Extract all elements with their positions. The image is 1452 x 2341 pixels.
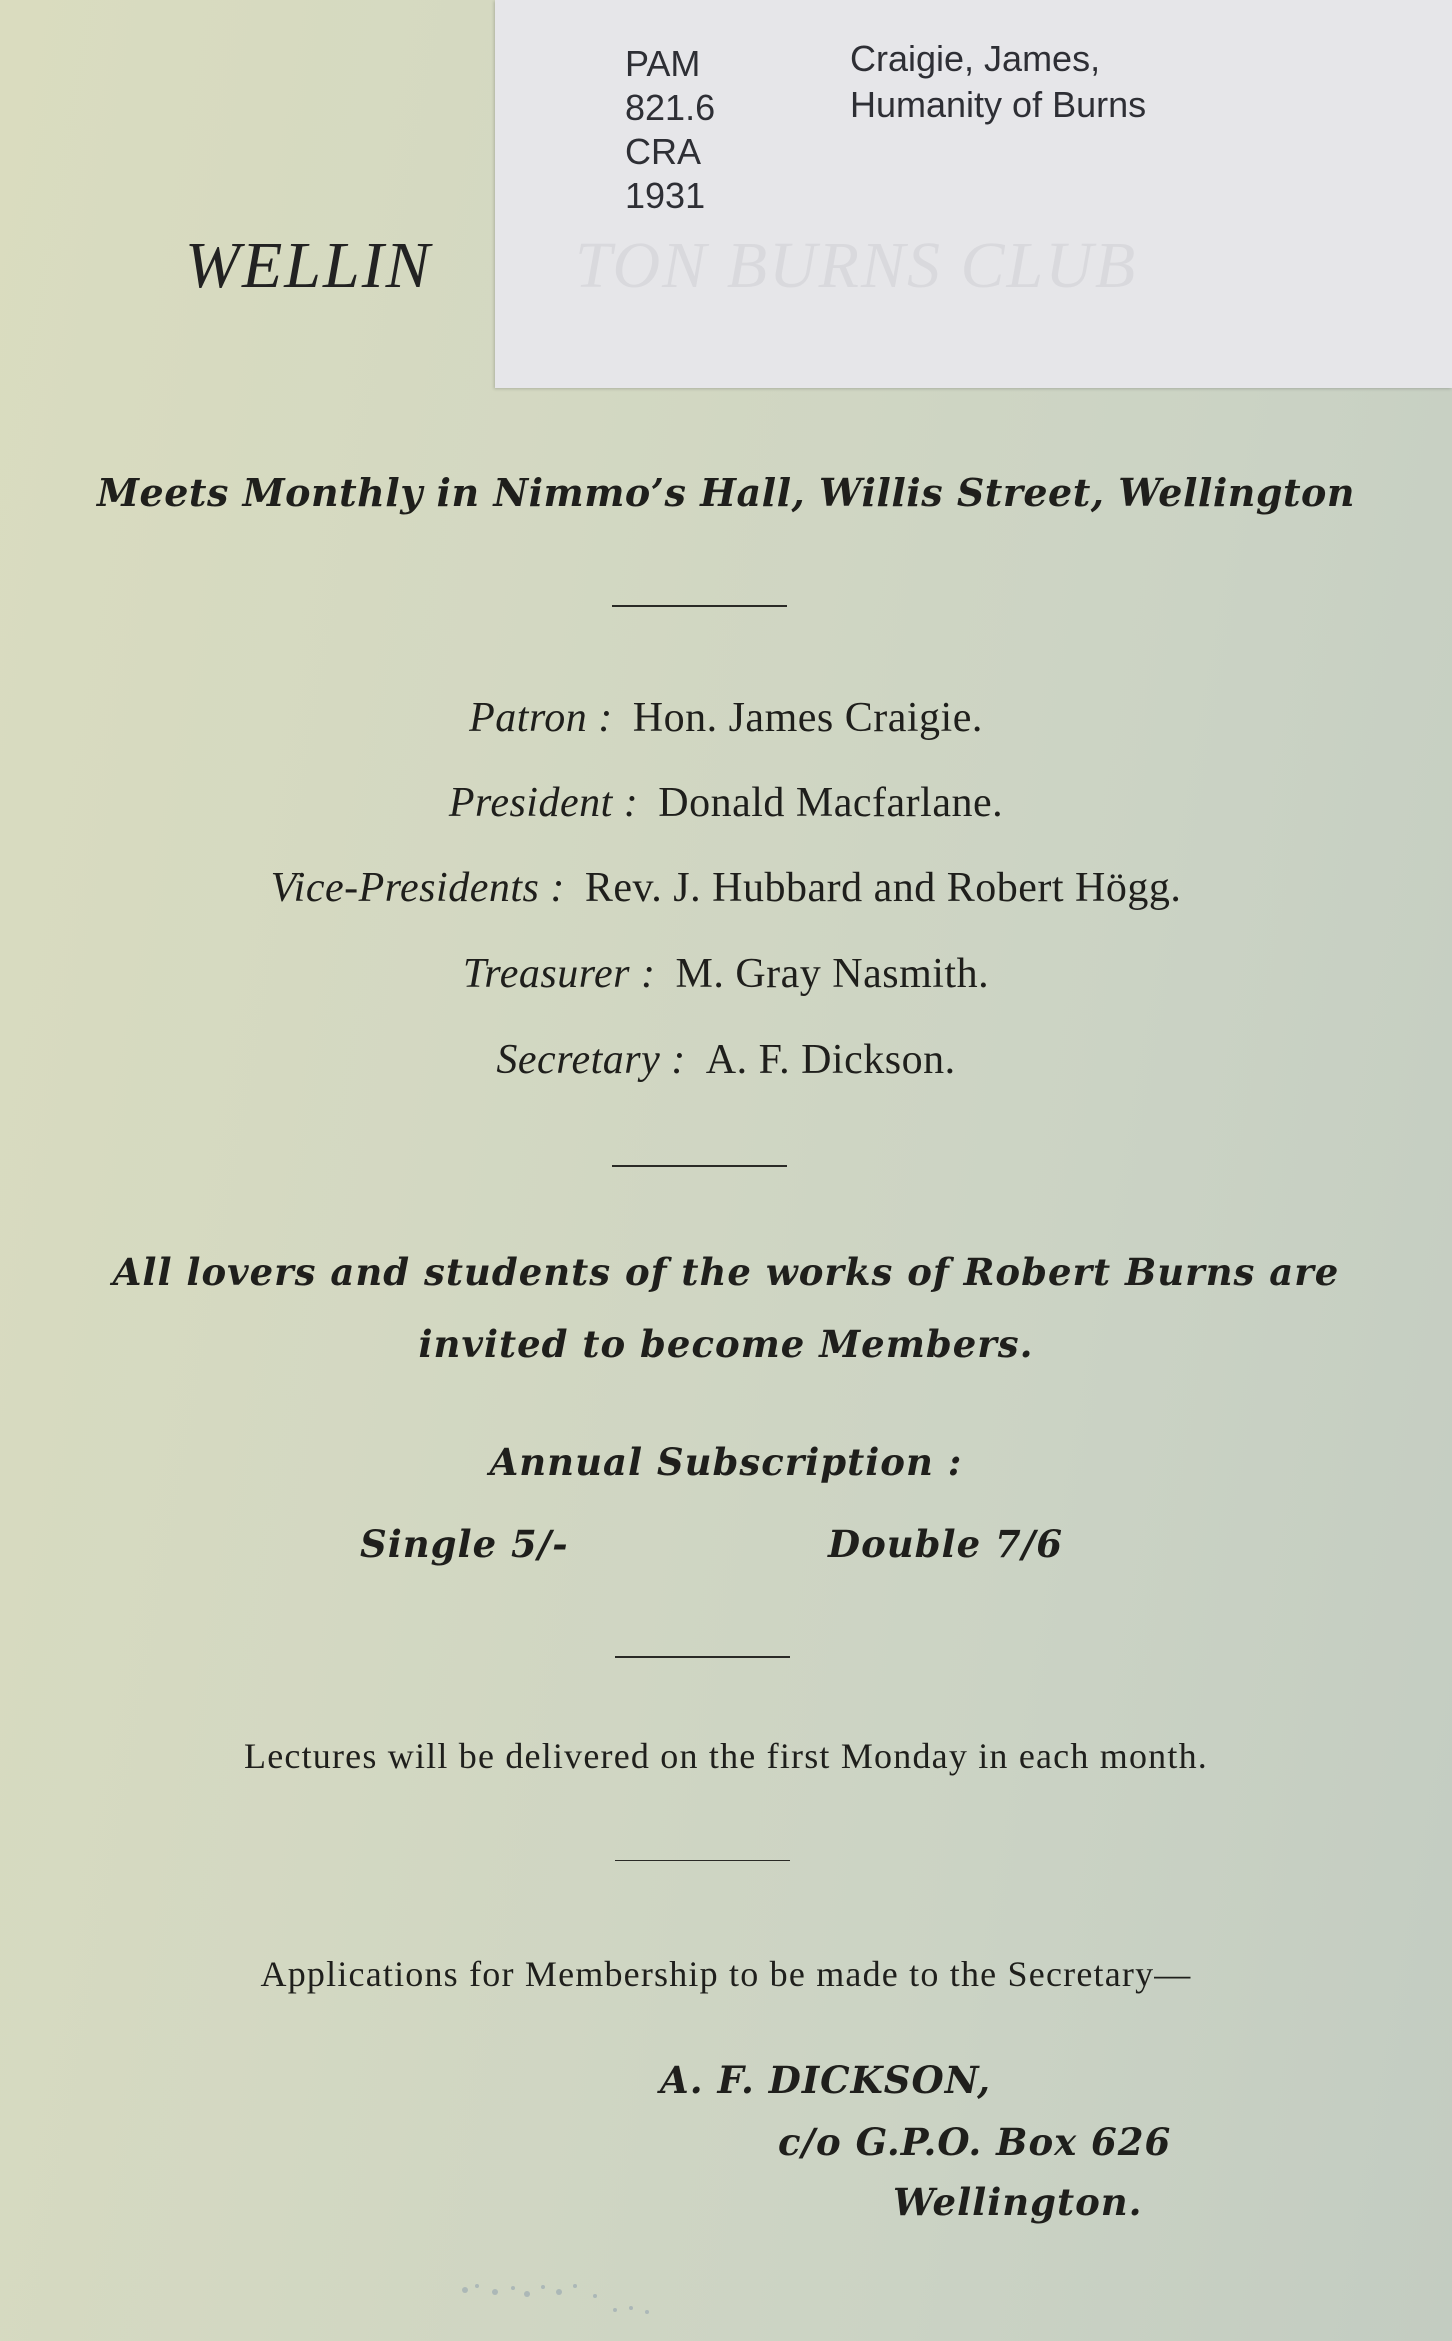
title-showing-through-label: TON BURNS CLUB — [575, 229, 1138, 302]
catalog-author: Craigie, James, — [850, 38, 1101, 79]
divider — [615, 1656, 790, 1658]
call-number — [625, 42, 715, 218]
officer-vice-presidents — [0, 864, 1452, 912]
divider — [612, 605, 787, 607]
divider — [615, 1860, 790, 1861]
officer-president — [0, 779, 1452, 827]
officer-treasurer — [0, 950, 1452, 998]
officer-name: Rev. J. Hubbard and Robert Högg. — [584, 865, 1182, 911]
call-number-line: 1931 — [625, 175, 706, 216]
call-number-line: 821.6 — [625, 87, 716, 128]
officer-role: Treasurer : — [462, 951, 656, 997]
subscription-heading: Annual Subscription : — [489, 1440, 963, 1484]
lectures-note: Lectures will be delivered on the first Monday in each month. — [244, 1736, 1208, 1776]
invitation-line-1: All lovers and students of the works of Robert Burns are — [112, 1250, 1340, 1294]
officer-role: Secretary : — [496, 1037, 686, 1083]
officer-patron — [0, 694, 1452, 742]
officer-secretary — [0, 1036, 1452, 1084]
faint-library-stamp — [455, 2270, 665, 2316]
call-number-line: PAM — [625, 43, 701, 84]
catalog-entry — [850, 36, 1146, 128]
subscription-single: Single 5/- — [360, 1522, 569, 1566]
divider — [612, 1165, 787, 1167]
officer-name: Hon. James Craigie. — [632, 695, 983, 741]
address-city: Wellington. — [893, 2180, 1143, 2224]
call-number-line: CRA — [625, 131, 702, 172]
invitation-line-2: invited to become Members. — [418, 1322, 1034, 1366]
meeting-place: Meets Monthly in Nimmo’s Hall, Willis Street, Wellington — [96, 470, 1356, 515]
address-box: c/o G.P.O. Box 626 — [778, 2120, 1172, 2164]
officer-role: Patron : — [469, 695, 613, 741]
subscription-double: Double 7/6 — [828, 1522, 1064, 1566]
officer-name: Donald Macfarlane. — [658, 780, 1004, 826]
club-title: WELLIN — [185, 229, 432, 302]
catalog-title: Humanity of Burns — [850, 84, 1147, 125]
officer-role: President : — [448, 780, 639, 826]
officer-name: A. F. Dickson. — [705, 1037, 956, 1083]
applications-note: Applications for Membership to be made to the Secretary— — [260, 1954, 1192, 1994]
library-label — [495, 0, 1452, 388]
address-name: A. F. DICKSON, — [660, 2058, 992, 2102]
officer-role: Vice-Presidents : — [270, 865, 565, 911]
officer-name: M. Gray Nasmith. — [675, 951, 990, 997]
